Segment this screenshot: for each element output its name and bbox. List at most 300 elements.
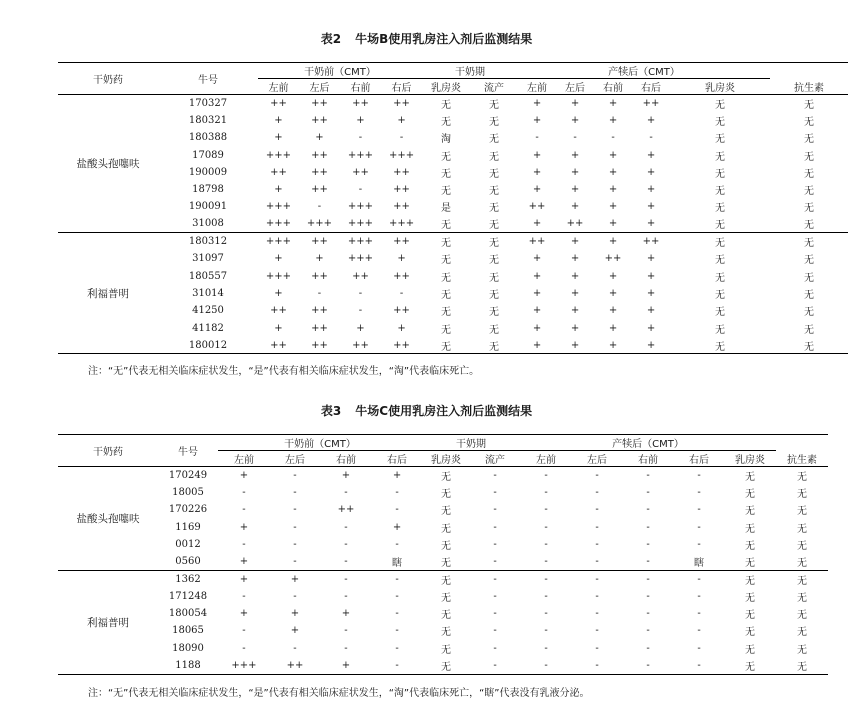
result-cell: -	[293, 469, 297, 481]
table3-header-period: 干奶期	[422, 435, 520, 451]
result-cell: 无	[715, 151, 726, 163]
cow-id-cell: 18065	[172, 625, 204, 637]
result-cell: -	[573, 132, 577, 144]
result-cell: +	[274, 287, 283, 299]
table-row	[58, 146, 848, 163]
result-cell: -	[649, 132, 653, 144]
result-cell: -	[595, 625, 599, 637]
result-cell: +	[594, 337, 632, 354]
result-cell: +	[608, 166, 618, 178]
table2-subheader: 右前	[594, 79, 632, 95]
result-cell: ++	[381, 337, 422, 354]
result-cell: ++	[528, 236, 546, 248]
table-row	[58, 639, 828, 656]
result-cell: +	[356, 322, 365, 334]
result-cell: ++	[393, 270, 410, 282]
table3-subheader: 流产	[470, 451, 520, 467]
result-cell: 无	[441, 506, 452, 518]
result-cell: ++	[311, 236, 328, 248]
result-cell: -	[293, 521, 297, 533]
table2-subheader: 乳房炎	[670, 79, 770, 95]
result-cell: +	[532, 184, 542, 196]
result-cell: +++	[347, 149, 374, 161]
result-cell: 无	[715, 116, 726, 128]
result-cell: ++	[393, 201, 410, 213]
table2	[58, 62, 848, 354]
result-cell: +++	[265, 201, 292, 213]
result-cell: 无	[441, 540, 452, 552]
cow-id-cell: 0560	[158, 553, 218, 570]
result-cell: -	[544, 573, 548, 585]
result-cell: -	[595, 504, 599, 516]
result-cell: -	[293, 538, 297, 550]
result-cell: 无	[441, 99, 452, 111]
table-row	[58, 112, 848, 129]
result-cell: +	[239, 469, 249, 481]
result-cell: -	[646, 521, 650, 533]
result-cell: 无	[804, 134, 815, 146]
result-cell: ++	[352, 166, 369, 178]
result-cell: -	[399, 132, 404, 144]
result-cell: +	[646, 201, 656, 213]
result-cell: +++	[347, 236, 374, 248]
result-cell: -	[395, 486, 399, 498]
table2-caption-number: 表2	[320, 32, 342, 46]
table3-subheader: 左后	[572, 451, 622, 467]
drug-group-name: 利福普明	[58, 233, 158, 354]
result-cell: 无	[745, 506, 756, 518]
result-cell: ++	[352, 97, 369, 109]
result-cell: -	[395, 504, 399, 516]
result-cell: +	[239, 521, 249, 533]
cow-id-cell: 41182	[192, 322, 224, 334]
result-cell: +	[608, 322, 618, 334]
table-row	[58, 657, 828, 674]
result-cell: ++	[311, 166, 328, 178]
result-cell: +++	[340, 216, 381, 233]
table2-subheader: 乳房炎	[422, 79, 470, 95]
table2-caption	[0, 32, 853, 46]
result-cell: ++	[311, 270, 328, 282]
result-cell: -	[595, 538, 599, 550]
result-cell: 无	[489, 99, 500, 111]
result-cell: -	[697, 469, 701, 481]
result-cell: -	[697, 521, 701, 533]
result-cell: 无	[745, 471, 756, 483]
result-cell: ++	[311, 305, 328, 317]
result-cell: 无	[441, 186, 452, 198]
result-cell: +	[518, 216, 556, 233]
result-cell: +	[532, 270, 542, 282]
result-cell: 无	[797, 644, 808, 656]
result-cell: +	[392, 469, 402, 481]
result-cell: -	[646, 486, 650, 498]
table-row	[58, 484, 828, 501]
table-row	[58, 467, 828, 484]
result-cell: +	[570, 114, 580, 126]
result-cell: -	[611, 132, 615, 144]
result-cell: ++	[270, 305, 287, 317]
result-cell: ++	[311, 322, 328, 334]
drug-group-name: 利福普明	[58, 570, 158, 674]
result-cell: 无	[804, 289, 815, 301]
result-cell: -	[595, 573, 599, 585]
table3-subheader: 乳房炎	[724, 451, 776, 467]
result-cell: +	[570, 184, 580, 196]
result-cell: 无	[441, 471, 452, 483]
table3-subheader: 左后	[270, 451, 320, 467]
result-cell: ++	[528, 201, 546, 213]
result-cell: 无	[441, 168, 452, 180]
table-row	[58, 95, 848, 112]
result-cell: -	[344, 486, 348, 498]
result-cell: -	[470, 553, 520, 570]
result-cell: -	[595, 486, 599, 498]
result-cell: -	[320, 553, 372, 570]
result-cell: +	[518, 337, 556, 354]
result-cell: 无	[489, 307, 500, 319]
table-row	[58, 605, 828, 622]
result-cell: -	[395, 573, 399, 585]
result-cell: 无	[489, 272, 500, 284]
result-cell: +	[608, 149, 618, 161]
result-cell: +	[570, 149, 580, 161]
table2-subheader: 右前	[340, 79, 381, 95]
result-cell: -	[344, 538, 348, 550]
result-cell: 无	[422, 216, 470, 233]
table-row	[58, 181, 848, 198]
result-cell: 无	[797, 540, 808, 552]
table2-subheader: 左前	[518, 79, 556, 95]
result-cell: -	[622, 657, 674, 674]
result-cell: 无	[715, 134, 726, 146]
cow-id-cell: 180321	[188, 114, 228, 126]
result-cell: ++	[393, 236, 410, 248]
result-cell: 无	[745, 644, 756, 656]
table2-subheader: 流产	[470, 79, 518, 95]
table2-header-cow: 牛号	[158, 63, 258, 95]
result-cell: -	[399, 287, 404, 299]
result-cell: 无	[804, 151, 815, 163]
table-row	[58, 216, 848, 233]
result-cell: 无	[804, 186, 815, 198]
result-cell: 无	[422, 657, 470, 674]
result-cell: 无	[489, 238, 500, 250]
cow-id-cell: 41250	[192, 305, 224, 317]
result-cell: +	[274, 184, 283, 196]
result-cell: 无	[715, 272, 726, 284]
result-cell: 无	[804, 238, 815, 250]
result-cell: -	[395, 608, 399, 620]
result-cell: +++	[381, 216, 422, 233]
result-cell: +	[570, 305, 580, 317]
result-cell: -	[572, 657, 622, 674]
table3-subheader: 右后	[674, 451, 724, 467]
result-cell: 无	[715, 307, 726, 319]
table-row	[58, 501, 828, 518]
result-cell: -	[493, 521, 497, 533]
table3-header-after: 产犊后（CMT）	[520, 435, 776, 451]
result-cell: -	[242, 625, 246, 637]
table2-header-after: 产犊后（CMT）	[518, 63, 770, 79]
result-cell: +	[608, 97, 618, 109]
cow-id-cell: 1362	[175, 573, 201, 585]
table-row	[58, 129, 848, 146]
result-cell: +	[341, 608, 351, 620]
result-cell: -	[697, 573, 701, 585]
result-cell: +	[341, 469, 351, 481]
table-row	[58, 285, 848, 302]
result-cell: -	[242, 504, 246, 516]
table3-header-blank	[776, 435, 828, 451]
result-cell: +	[290, 608, 300, 620]
result-cell: +	[315, 132, 324, 144]
table3-header-drug: 干奶药	[58, 435, 158, 467]
cow-id-cell: 190009	[188, 166, 228, 178]
result-cell: -	[697, 590, 701, 602]
result-cell: -	[372, 657, 422, 674]
result-cell: ++	[642, 97, 660, 109]
result-cell: 无	[804, 272, 815, 284]
result-cell: -	[493, 469, 497, 481]
result-cell: ++	[311, 184, 328, 196]
result-cell: -	[358, 305, 363, 317]
result-cell: 无	[489, 289, 500, 301]
result-cell: 无	[724, 553, 776, 570]
table-row	[58, 250, 848, 267]
result-cell: -	[470, 657, 520, 674]
table3-subheader: 右前	[320, 451, 372, 467]
result-cell: 无	[804, 116, 815, 128]
table2-caption-title: 牛场B使用乳房注入剂后监测结果	[355, 32, 533, 46]
result-cell: -	[520, 553, 572, 570]
cow-id-cell: 31008	[158, 216, 258, 233]
result-cell: -	[697, 625, 701, 637]
result-cell: ++	[299, 337, 340, 354]
cow-id-cell: 18090	[172, 642, 204, 654]
result-cell: +	[532, 114, 542, 126]
table3-header-before: 干奶前（CMT）	[218, 435, 422, 451]
cow-id-cell: 190091	[188, 201, 228, 213]
result-cell: -	[293, 486, 297, 498]
result-cell: +	[608, 184, 618, 196]
result-cell: -	[270, 553, 320, 570]
result-cell: +	[646, 114, 656, 126]
result-cell: +	[320, 657, 372, 674]
table-row	[58, 164, 848, 181]
result-cell: +	[556, 337, 594, 354]
cow-id-cell: 170249	[168, 469, 208, 481]
result-cell: +	[646, 270, 656, 282]
result-cell: +	[532, 287, 542, 299]
result-cell: -	[544, 625, 548, 637]
result-cell: -	[344, 625, 348, 637]
result-cell: 是	[441, 203, 452, 215]
result-cell: 无	[745, 610, 756, 622]
result-cell: 无	[441, 289, 452, 301]
result-cell: +	[239, 608, 249, 620]
result-cell: -	[595, 608, 599, 620]
result-cell: ++	[393, 184, 410, 196]
result-cell: -	[358, 132, 363, 144]
result-cell: -	[646, 625, 650, 637]
table3-caption	[0, 404, 853, 418]
result-cell: +	[646, 166, 656, 178]
result-cell: -	[646, 590, 650, 602]
result-cell: 无	[422, 553, 470, 570]
table3	[58, 434, 828, 675]
result-cell: +	[218, 553, 270, 570]
result-cell: +++	[265, 149, 292, 161]
cow-id-cell: 17089	[192, 149, 224, 161]
table3-note: 注：“无”代表无相关临床症状发生，“是”代表有相关临床症状发生，“淘”代表临床死亡，“瞎”代表没有乳液分泌。	[88, 688, 590, 699]
result-cell: 无	[745, 627, 756, 639]
result-cell: +++	[299, 216, 340, 233]
table-row	[58, 302, 848, 319]
result-cell: -	[293, 590, 297, 602]
table-row	[58, 622, 828, 639]
result-cell: +	[532, 322, 542, 334]
result-cell: 无	[797, 592, 808, 604]
result-cell: 无	[745, 592, 756, 604]
table3-header-cow: 牛号	[158, 435, 218, 467]
result-cell: +	[570, 236, 580, 248]
table2-subheader: 左前	[258, 79, 299, 95]
result-cell: 无	[715, 186, 726, 198]
result-cell: -	[317, 287, 322, 299]
result-cell: -	[622, 553, 674, 570]
result-cell: 无	[715, 238, 726, 250]
result-cell: -	[697, 486, 701, 498]
result-cell: +	[646, 149, 656, 161]
result-cell: -	[544, 608, 548, 620]
result-cell: -	[344, 573, 348, 585]
result-cell: +	[532, 305, 542, 317]
result-cell: ++	[352, 270, 369, 282]
result-cell: 无	[489, 203, 500, 215]
result-cell: -	[493, 642, 497, 654]
result-cell: -	[544, 642, 548, 654]
result-cell: -	[544, 504, 548, 516]
table-row	[58, 518, 828, 535]
result-cell: 无	[441, 575, 452, 587]
result-cell: 无	[441, 116, 452, 128]
result-cell: 无	[715, 255, 726, 267]
result-cell: +	[632, 337, 670, 354]
cow-id-cell: 180312	[188, 236, 228, 248]
result-cell: +	[532, 149, 542, 161]
result-cell: +	[632, 216, 670, 233]
result-cell: +	[570, 253, 580, 265]
cow-id-cell: 31097	[192, 253, 224, 265]
result-cell: +	[274, 132, 283, 144]
result-cell: -	[493, 538, 497, 550]
result-cell: 无	[489, 151, 500, 163]
result-cell: 无	[715, 203, 726, 215]
result-cell: +	[646, 253, 656, 265]
result-cell: +	[290, 573, 300, 585]
result-cell: ++	[270, 166, 287, 178]
result-cell: -	[493, 573, 497, 585]
drug-group-name: 盐酸头孢噻呋	[58, 95, 158, 233]
result-cell: ++	[393, 305, 410, 317]
cow-id-cell: 1188	[158, 657, 218, 674]
result-cell: -	[242, 538, 246, 550]
result-cell: +++	[218, 657, 270, 674]
result-cell: +++	[388, 149, 415, 161]
result-cell: 无	[770, 216, 848, 233]
result-cell: ++	[337, 504, 355, 516]
result-cell: +	[608, 270, 618, 282]
result-cell: 无	[804, 307, 815, 319]
result-cell: -	[646, 642, 650, 654]
result-cell: 无	[441, 272, 452, 284]
result-cell: +	[608, 236, 618, 248]
table-row	[58, 588, 828, 605]
result-cell: 无	[441, 523, 452, 535]
result-cell: -	[535, 132, 539, 144]
result-cell: +	[532, 97, 542, 109]
table-row	[58, 198, 848, 215]
table2-subheader: 抗生素	[770, 79, 848, 95]
result-cell: +++	[265, 270, 292, 282]
result-cell: +	[608, 201, 618, 213]
result-cell: -	[493, 608, 497, 620]
result-cell: +	[290, 625, 300, 637]
result-cell: 无	[797, 610, 808, 622]
result-cell: -	[544, 521, 548, 533]
result-cell: +	[274, 114, 283, 126]
result-cell: 无	[797, 488, 808, 500]
result-cell: 无	[441, 627, 452, 639]
result-cell: ++	[258, 337, 299, 354]
result-cell: -	[344, 642, 348, 654]
result-cell: +	[594, 216, 632, 233]
result-cell: 无	[804, 99, 815, 111]
result-cell: 无	[441, 151, 452, 163]
result-cell: +	[397, 114, 406, 126]
table2-header-period: 干奶期	[422, 63, 518, 79]
result-cell: -	[242, 642, 246, 654]
table3-caption-number: 表3	[320, 404, 342, 418]
table3-subheader: 抗生素	[776, 451, 828, 467]
result-cell: 无	[441, 592, 452, 604]
result-cell: -	[358, 287, 363, 299]
result-cell: -	[242, 590, 246, 602]
result-cell: 无	[441, 644, 452, 656]
result-cell: +	[532, 166, 542, 178]
table2-subheader: 右后	[381, 79, 422, 95]
result-cell: 无	[797, 523, 808, 535]
result-cell: 无	[804, 255, 815, 267]
result-cell: 无	[470, 216, 518, 233]
table-row	[58, 267, 848, 284]
result-cell: 无	[776, 657, 828, 674]
result-cell: 无	[441, 610, 452, 622]
result-cell: +	[274, 322, 283, 334]
result-cell: +	[570, 270, 580, 282]
table2-subheader: 左后	[299, 79, 340, 95]
result-cell: 无	[745, 488, 756, 500]
table2-body	[58, 95, 848, 354]
result-cell: 无	[770, 337, 848, 354]
result-cell: 无	[715, 168, 726, 180]
table-row	[58, 319, 848, 336]
cow-id-cell: 180054	[168, 608, 208, 620]
cow-id-cell: 170327	[188, 97, 228, 109]
cow-id-cell: 18798	[192, 184, 224, 196]
result-cell: ++	[393, 97, 410, 109]
